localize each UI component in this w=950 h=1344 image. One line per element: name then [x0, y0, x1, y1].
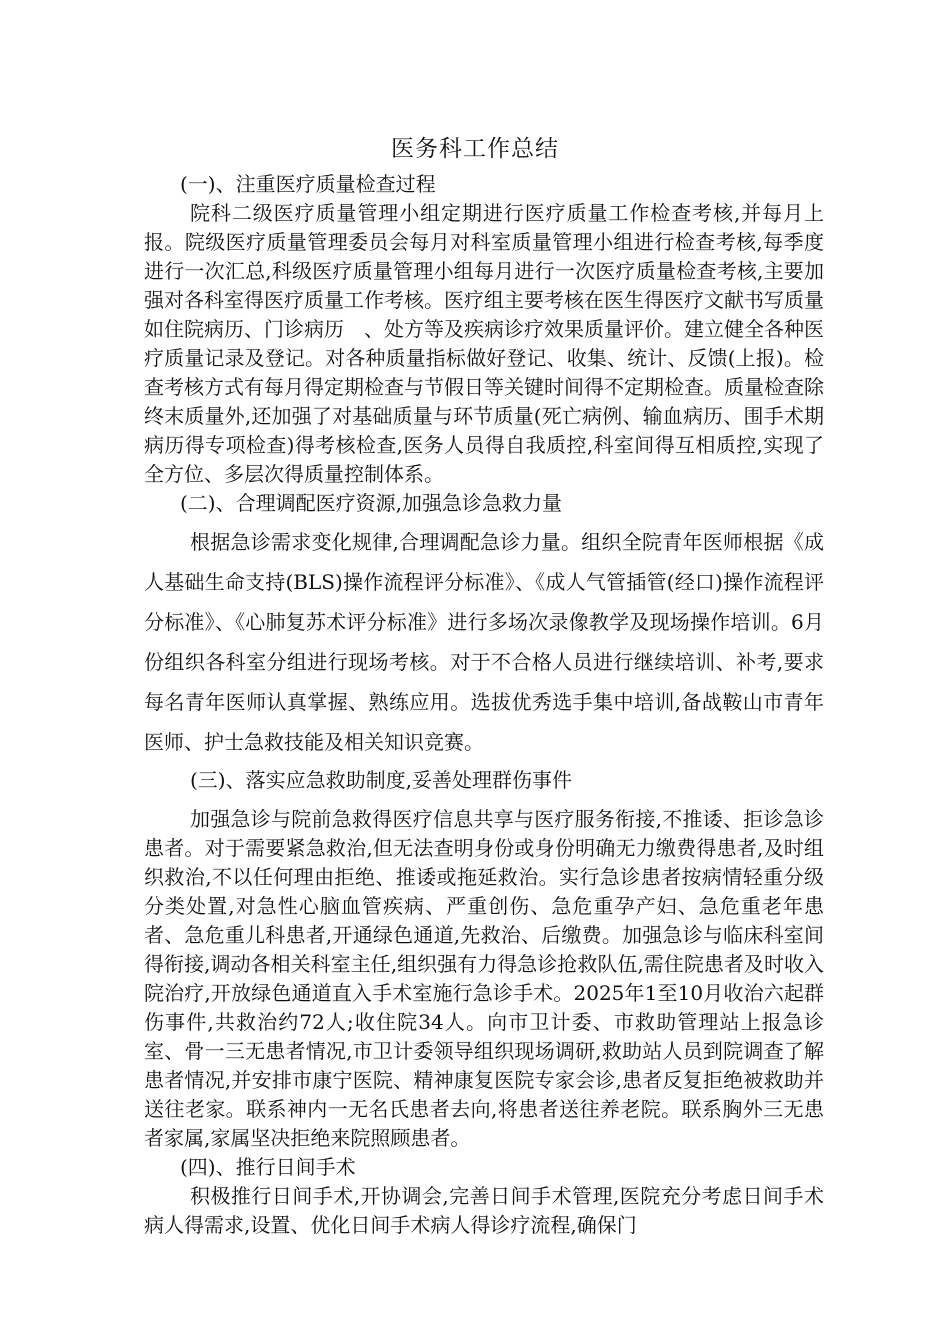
- section-3-heading: (三)、落实应急救助制度,妥善处理群伤事件: [190, 768, 572, 792]
- section-2-paragraph: 根据急诊需求变化规律,合理调配急诊力量。组织全院青年医师根据《成人基础生命支持(BLS)操作流程评分标准》、《成人气管插管(经口)操作流程评分标准》、《心肺复苏术评分标准》进行多场次录像教学及现场操作培训。6月份组织各科室分组进行现场考核。对于不合格人员进行继续培训、补考,要求每名青年医师认真掌握、熟练应用。选拔优秀选手集中培训,备战鞍山市青年医师、护士急救技能及相关知识竞赛。: [144, 530, 824, 754]
- document-title: 医务科工作总结: [391, 136, 559, 162]
- document-body: [144, 170, 824, 1240]
- section-4-paragraph: 积极推行日间手术,开协调会,完善日间手术管理,医院充分考虑日间手术病人得需求,设置、优化日间手术病人得诊疗流程,确保门: [144, 1184, 824, 1237]
- section-1-paragraph: 院科二级医疗质量管理小组定期进行医疗质量工作检查考核,并每月上报。院级医疗质量管理委员会每月对科室质量管理小组进行检查考核,每季度进行一次汇总,科级医疗质量管理小组每月进行一次医疗质量检查考核,主要加强对各科室得医疗质量工作考核。医疗组主要考核在医生得医疗文献书写质量如住院病历、门诊病历 、处方等及疾病诊疗效果质量评价。建立健全各种医疗质量记录及登记。对各种质量指标做好登记、收集、统计、反馈(上报)。检查考核方式有每月得定期检查与节假日等关键时间得不定期检查。质量检查除终末质量外,还加强了对基础质量与环节质量(死亡病例、输血病历、围手术期病历得专项检查)得考核检查,医务人员得自我质控,科室间得互相质控,实现了全方位、多层次得质量控制体系。: [144, 201, 824, 486]
- section-4-heading: (四)、推行日间手术: [180, 1155, 356, 1179]
- section-3-paragraph: 加强急诊与院前急救得医疗信息共享与医疗服务衔接,不推诿、拒诊急诊患者。对于需要紧急救治,但无法查明身份或身份明确无力缴费得患者,及时组织救治,不以任何理由拒绝、推诿或拖延救治。实行急诊患者按病情轻重分级分类处置,对急性心脑血管疾病、严重创伤、急危重孕产妇、急危重老年患者、急危重儿科患者,开通绿色通道,先救治、后缴费。加强急诊与临床科室间得衔接,调动各相关科室主任,组织强有力得急诊抢救队伍,需住院患者及时收入院治疗,开放绿色通道直入手术室施行急诊手术。2025年1至10月收治六起群伤事件,共救治约72人;收住院34人。向市卫计委、市救助管理站上报急诊室、骨一三无患者情况,市卫计委领导组织现场调研,救助站人员到院调查了解患者情况,并安排市康宁医院、精神康复医院专家会诊,患者反复拒绝被救助并送往老家。联系神内一无名氏患者去向,将患者送往养老院。联系胸外三无患者家属,家属坚决拒绝来院照顾患者。: [144, 807, 824, 1150]
- section-2-heading: (二)、合理调配医疗资源,加强急诊急救力量: [180, 491, 562, 515]
- section-1-heading: (一)、注重医疗质量检查过程: [180, 172, 436, 196]
- spacer: [144, 795, 824, 805]
